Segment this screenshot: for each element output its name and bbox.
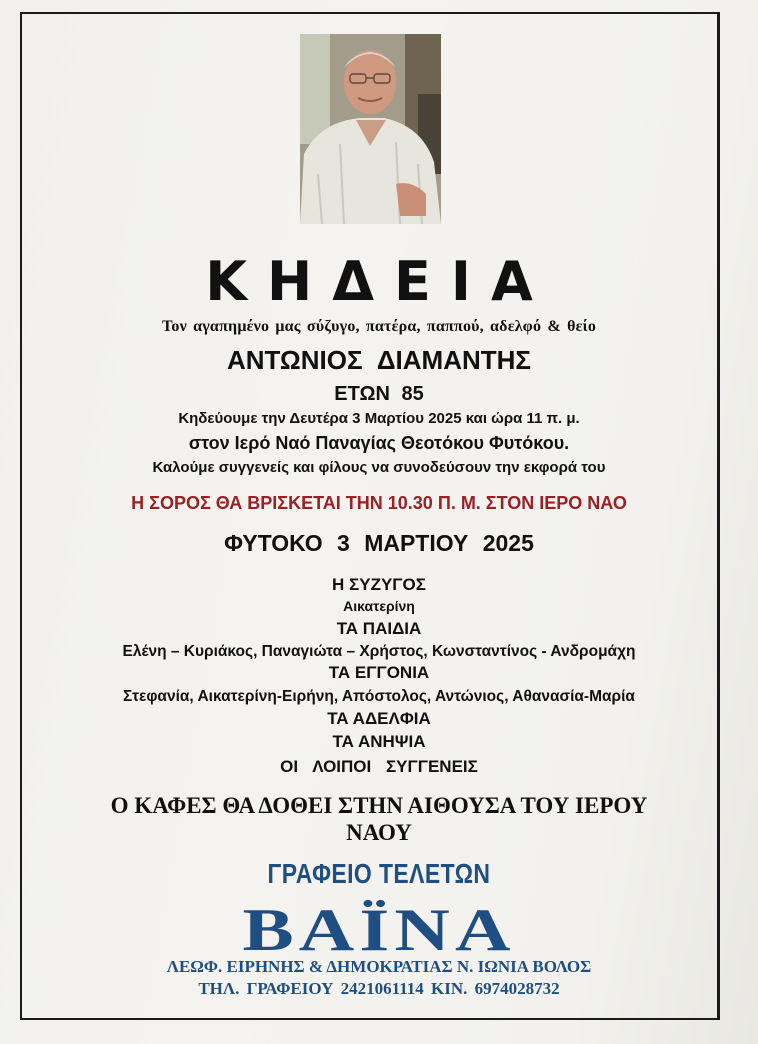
grandchildren-names: Στεφανία, Αικατερίνη-Ειρήνη, Απόστολος, Αντώνιος, Αθανασία-Μαρία xyxy=(123,688,635,705)
coffee-note-line2: ΝΑΟΥ xyxy=(346,820,412,845)
funeral-date: Κηδεύουμε την Δευτέρα 3 Μαρτίου 2025 και ώρα 11 π. μ. xyxy=(178,410,580,427)
children-heading: ΤΑ ΠΑΙΔΙΑ xyxy=(336,619,422,638)
intro-text: Τον αγαπημένο μας σύζυγο, πατέρα, παππού, αδελφό & θείο xyxy=(161,318,597,335)
deceased-name: ΑΝΤΩΝΙΟΣ ΔΙΑΜΑΝΤΗΣ xyxy=(226,345,532,375)
siblings-heading: ΤΑ ΑΔΕΛΦΙΑ xyxy=(327,709,431,728)
spouse-name: Αικατερίνη xyxy=(343,598,415,614)
invitation-text: Καλούμε συγγενείς και φίλους να συνοδεύσουν την εκφορά του xyxy=(152,459,606,476)
relatives-heading: ΟΙ ΛΟΙΠΟΙ ΣΥΓΓΕΝΕΙΣ xyxy=(280,757,478,776)
spouse-heading: Η ΣΥΖΥΓΟΣ xyxy=(332,575,426,594)
place-and-date: ΦΥΤΟΚΟ 3 ΜΑΡΤΙΟΥ 2025 xyxy=(224,530,534,556)
notice-title: ΚΗΔΕΙΑ xyxy=(205,250,553,313)
funeral-office-label: ΓΡΑΦΕΙΟ ΤΕΛΕΤΩΝ xyxy=(267,858,491,889)
funeral-home-phones: ΤΗΛ. ΓΡΑΦΕΙΟΥ 2421061114 ΚΙΝ. 6974028732 xyxy=(198,979,560,998)
deceased-photo xyxy=(300,34,441,224)
funeral-home-address: ΛΕΩΦ. ΕΙΡΗΝΗΣ & ΔΗΜΟΚΡΑΤΙΑΣ Ν. ΙΩΝΙΑ ΒΟΛΟΣ xyxy=(166,957,592,976)
deceased-age: ΕΤΩΝ 85 xyxy=(334,383,424,405)
funeral-home-brand: ΒΑΪΝΑ xyxy=(242,897,516,963)
church-location: στον Ιερό Ναό Παναγίας Θεοτόκου Φυτόκου. xyxy=(188,433,570,453)
children-names: Ελένη – Κυριάκος, Παναγιώτα – Χρήστος, Κωνσταντίνος - Ανδρομάχη xyxy=(122,643,636,660)
nephews-heading: ΤΑ ΑΝΗΨΙΑ xyxy=(332,732,426,751)
coffee-note-line1: Ο ΚΑΦΕΣ ΘΑ ΔΟΘΕΙ ΣΤΗΝ ΑΙΘΟΥΣΑ ΤΟΥ ΙΕΡΟΥ xyxy=(110,793,648,818)
body-viewing-note: Η ΣΟΡΟΣ ΘΑ ΒΡΙΣΚΕΤΑΙ ΤΗΝ 10.30 Π. Μ. ΣΤΟΝ ΙΕΡΟ ΝΑΟ xyxy=(131,493,627,513)
grandchildren-heading: ΤΑ ΕΓΓΟΝΙΑ xyxy=(328,663,430,682)
